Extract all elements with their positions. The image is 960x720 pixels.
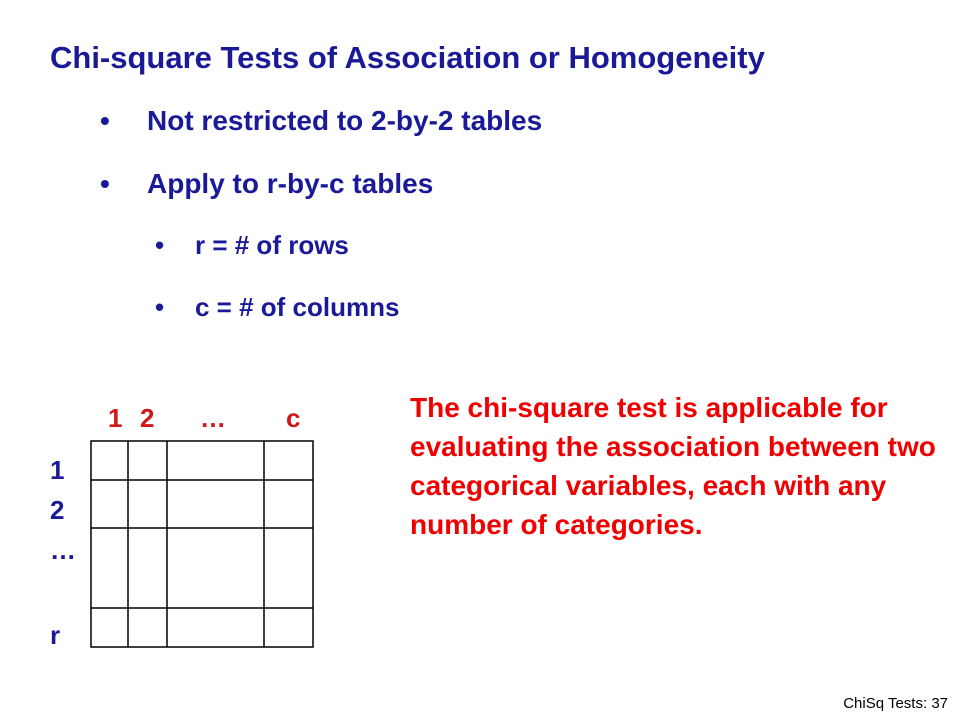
slide-title: Chi-square Tests of Association or Homogeneity [50, 40, 765, 75]
row-label: 2 [50, 495, 65, 525]
row-label: r [50, 620, 61, 650]
contingency-table-grid [90, 440, 314, 648]
table-grid-lines [90, 440, 314, 648]
bullet-marker: • [100, 105, 110, 136]
row-label: 1 [50, 455, 65, 485]
row-label: … [50, 535, 76, 565]
slide-footer: ChiSq Tests: 37 [843, 695, 948, 712]
column-label: c [286, 403, 301, 433]
bullet-marker: • [155, 292, 165, 322]
column-label: 1 [108, 403, 123, 433]
bullet-text: Apply to r-by-c tables [147, 168, 434, 199]
bullet-text: r = # of rows [195, 230, 349, 260]
description-text: The chi-square test is applicable for evaluating the association between two categorical variables, each with any number of categories. [410, 392, 936, 540]
bullet-text: c = # of columns [195, 292, 400, 322]
column-label: … [200, 403, 226, 433]
bullet-marker: • [155, 230, 165, 260]
column-label: 2 [140, 403, 155, 433]
bullet-marker: • [100, 168, 110, 199]
grid-border [91, 441, 313, 647]
bullet-text: Not restricted to 2-by-2 tables [147, 105, 543, 136]
